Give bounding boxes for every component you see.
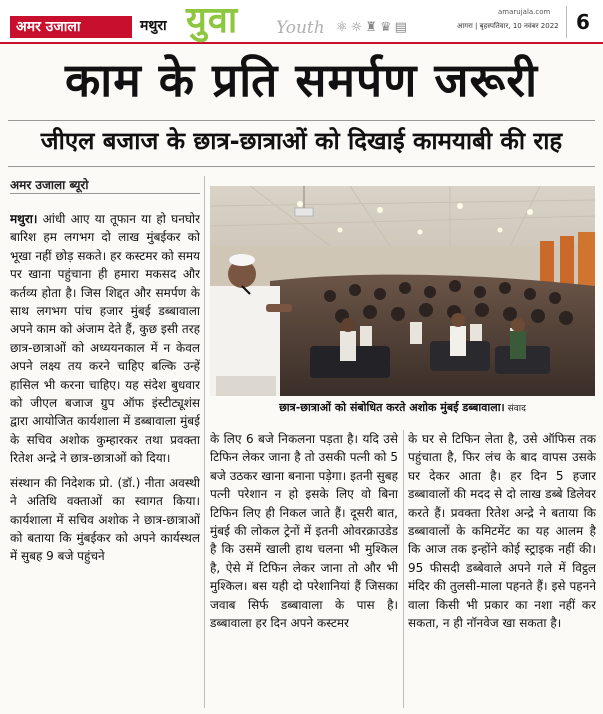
article-paragraph: के घर से टिफिन लेता है, उसे ऑफिस तक पहुंचाता है, फिर लंच के बाद वापस उसके घर देकर आता है। हर दिन 5 हजार डब्बावालों की मदद से दो लाख डब्बे डिलेवर करते हैं। प्रवक्ता रितेश अन्द्रे ने बताया कि डब्बावालों के कमिटमेंट का यह आलम है कि आज तक इन्होंने कोई स्ट्राइक नहीं की। 95 फीसदी डब्बेवाले अपने गले में विट्ठल मंदिर की तुलसी-माला पहनते हैं। इसे पहनने वाला किसी भी प्रकार का नशा नहीं कर सकता, न ही नॉनवेज खा सकता है। [408, 432, 596, 631]
article-photo [210, 186, 595, 396]
website-label: amarujala.com [498, 8, 551, 16]
article-paragraph [10, 210, 200, 468]
article-paragraph: संस्थान की निदेशक प्रो. (डॉ.) नीता अवस्थी ने अतिथि वक्ताओं का स्वागत किया। कार्यशाला में सचिव अशोक ने छात्र-छात्राओं को बताया कि मुंबईकर को अपने कार्यस्थल में सुबह 9 बजे पहुंचने [10, 475, 200, 564]
auditorium-photo-illustration [210, 186, 595, 396]
photo-credit: संवाद [507, 404, 526, 414]
section-title-english: Youth [276, 18, 325, 38]
article-dateline: मथुरा। [10, 212, 38, 226]
article-column-3 [408, 430, 596, 708]
page-number: 6 [566, 6, 599, 38]
headline: काम के प्रति समर्पण जरूरी [64, 53, 539, 107]
divider [10, 193, 200, 194]
lightbulb-icon: ☼ [350, 20, 366, 35]
masthead [0, 0, 603, 44]
article-text: आंधी आए या तूफान या हो घनघोर बारिश हम लगभग दो लाख मुंबईकर को भूखा नहीं छोड़ सकते। हर कस्टमर को समय पर खाना पहुंचाना ही हमारा मकसद और कर्तव्य होता है। जिस शिद्दत और समर्पण के साथ लगभग पांच हजार मुंबई डब्बावाला अपने काम को अंजाम देते हैं, कुछ इसी तरह छात्र-छात्राओं को अध्ययनकाल में न केवल अपने लक्ष्य तय करने चाहिए बल्कि उन्हें हासिल भी करना चाहिए। यह संदेश बुधवार को जीएल बजाज ग्रुप ऑफ इंस्टीट्यूशंस द्वारा आयोजित कार्यशाला में डब्बावाला मुंबई के सचिव अशोक कुम्हारकर तथा प्रवक्ता रितेश अन्द्रे ने छात्र-छात्राओं को दिया। [10, 212, 200, 466]
column-divider [403, 430, 404, 708]
photo-caption [210, 400, 595, 415]
divider [8, 120, 595, 121]
byline: अमर उजाला ब्यूरो [10, 178, 89, 192]
trophy-icon: ♛ [379, 20, 395, 35]
divider [8, 166, 595, 167]
article-column-2 [210, 430, 398, 708]
section-icons [336, 20, 410, 35]
subheadline: जीएल बजाज के छात्र-छात्राओं को दिखाई कामयाबी की राह [40, 127, 563, 155]
article-paragraph: के लिए 6 बजे निकलना पड़ता है। यदि उसे टिफिन लेकर जाना है तो उसकी पत्नी को 5 बजे उठकर खाना बनाना पड़ेगा। इतनी सुबह पत्नी परेशान न हो इसके लिए वो बिना टिफिन लिए ही निकल जाते हैं। दूसरी बात, मुंबई की लोकल ट्रेनों में इतनी ओवरक्राउडेड है कि उसमें खाली हाथ चलना भी मुश्किल है, ऐसे में टिफिन लेकर जाना तो और भी मुश्किल। बस यही दो परेशानियां हैं जिसका जवाब सिर्फ डब्बावाला के पास है। डब्बावाला हर दिन अपने कस्टमर [210, 432, 398, 631]
issue-date: आगरा | बृहस्पतिवार, 10 नवंबर 2022 [457, 22, 559, 30]
edition-label: मथुरा [140, 18, 167, 34]
science-icon: ⚛ [336, 20, 351, 35]
section-title: युवा [186, 0, 239, 41]
column-divider [204, 176, 205, 708]
graduation-icon: ♜ [365, 20, 380, 35]
book-icon: ▤ [394, 20, 410, 35]
paper-logo: अमर उजाला [10, 16, 132, 38]
photo-caption-text: छात्र-छात्राओं को संबोधित करते अशोक मुंबई डब्बावाला। [279, 401, 505, 414]
article-column-1 [10, 210, 200, 708]
